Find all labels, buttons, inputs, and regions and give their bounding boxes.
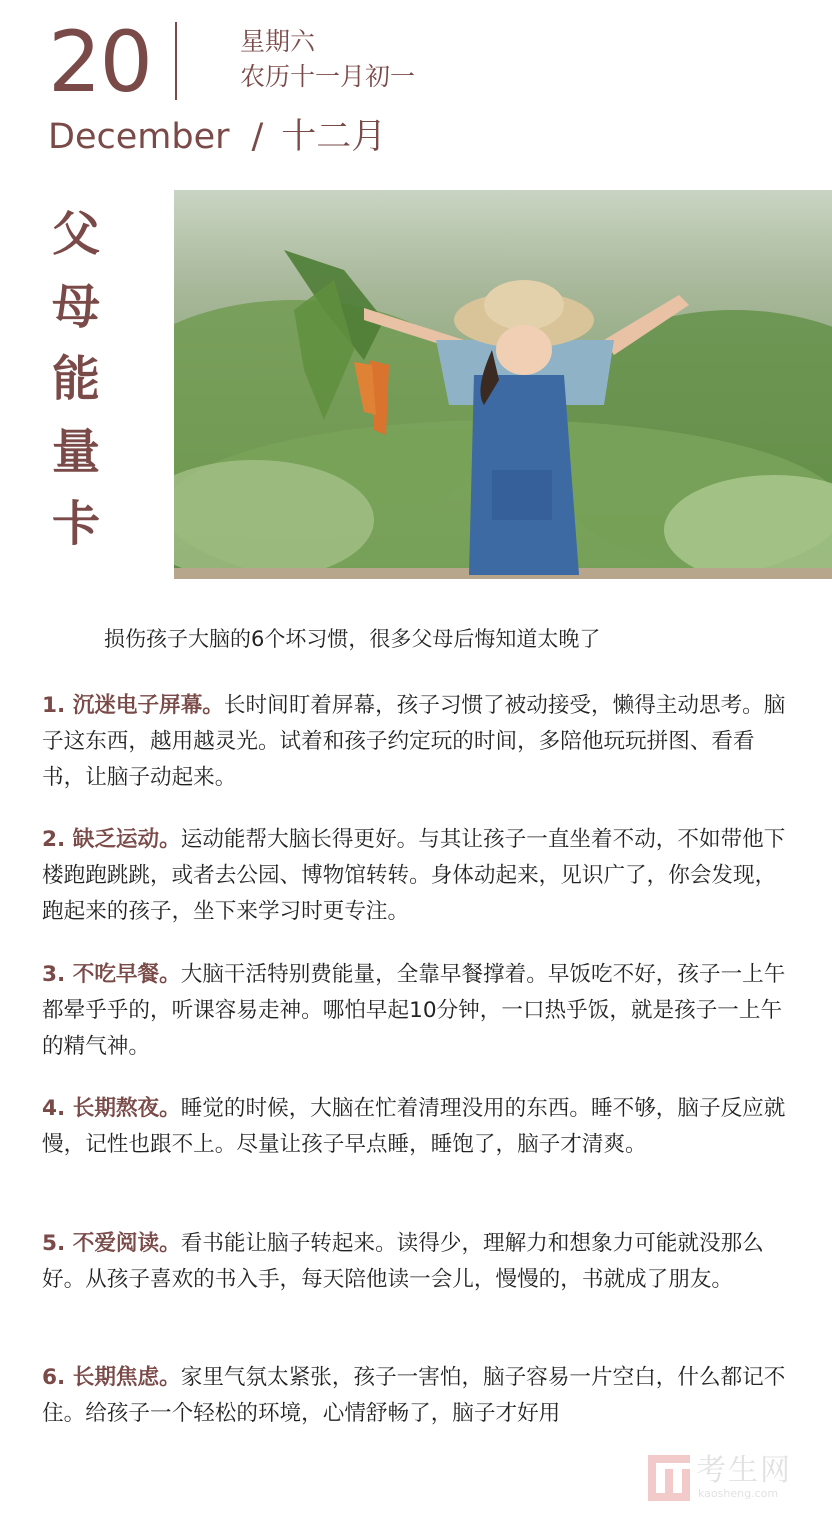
habit-text: 看书能让脑子转起来。读得少，理解力和想象力可能就没那么好。从孩子喜欢的书入手，每天陪他读一会儿，慢慢的，书就成了朋友。	[42, 1231, 764, 1292]
habit-text: 家里气氛太紧张，孩子一害怕，脑子容易一片空白，什么都记不住。给孩子一个轻松的环境，心情舒畅了，脑子才好用	[42, 1365, 786, 1426]
intro-line: 损伤孩子大脑的6个坏习惯，很多父母后悔知道太晚了	[104, 627, 601, 651]
habit-label: 4. 长期熬夜。	[42, 1096, 181, 1121]
month-separator: /	[251, 117, 264, 157]
watermark	[648, 1453, 818, 1507]
side-title-char: 父	[51, 206, 100, 262]
habit-text: 大脑干活特别费能量，全靠早餐撑着。早饭吃不好，孩子一上午都晕乎乎的，听课容易走神。哪怕早起10分钟，一口热乎饭，就是孩子一上午的精气神。	[42, 962, 786, 1059]
habit-item	[42, 1226, 794, 1298]
side-title-char: 能	[51, 351, 100, 407]
watermark-name: 考生网	[696, 1453, 792, 1488]
side-title-char: 母	[51, 278, 100, 335]
lunar-date: 农历十一月初一	[240, 62, 416, 91]
watermark-logo-icon	[648, 1455, 690, 1501]
habit-item	[42, 1091, 794, 1163]
month-row	[48, 115, 386, 159]
hero-photo	[174, 190, 832, 579]
habit-label: 1. 沉迷电子屏幕。	[42, 693, 224, 718]
habit-label: 5. 不爱阅读。	[42, 1231, 181, 1256]
day-number: 20	[48, 13, 151, 111]
side-title-char: 量	[51, 423, 100, 480]
date-divider	[175, 22, 177, 100]
habit-item	[42, 1360, 794, 1432]
habit-text: 睡觉的时候，大脑在忙着清理没用的东西。睡不够，脑子反应就慢，记性也跟不上。尽量让孩子早点睡，睡饱了，脑子才清爽。	[42, 1096, 786, 1157]
habit-label: 6. 长期焦虑。	[42, 1365, 181, 1390]
side-title	[46, 198, 106, 561]
weekday: 星期六	[240, 27, 316, 56]
month-english: December	[48, 117, 230, 157]
habit-item	[42, 822, 794, 930]
habit-text: 运动能帮大脑长得更好。与其让孩子一直坐着不动，不如带他下楼跑跑跳跳，或者去公园、博物馆转转。身体动起来，见识广了，你会发现，跑起来的孩子，坐下来学习时更专注。	[42, 827, 786, 924]
month-chinese: 十二月	[281, 117, 387, 157]
watermark-domain: kaosheng.com	[698, 1487, 779, 1500]
side-title-char: 卡	[51, 496, 100, 552]
habit-text: 长时间盯着屏幕，孩子习惯了被动接受，懒得主动思考。脑子这东西，越用越灵光。试着和孩子约定玩的时间，多陪他玩玩拼图、看看书，让脑子动起来。	[42, 693, 786, 790]
habit-label: 3. 不吃早餐。	[42, 962, 181, 987]
habit-item	[42, 688, 794, 796]
habit-label: 2. 缺乏运动。	[42, 827, 181, 852]
habit-item	[42, 957, 794, 1065]
